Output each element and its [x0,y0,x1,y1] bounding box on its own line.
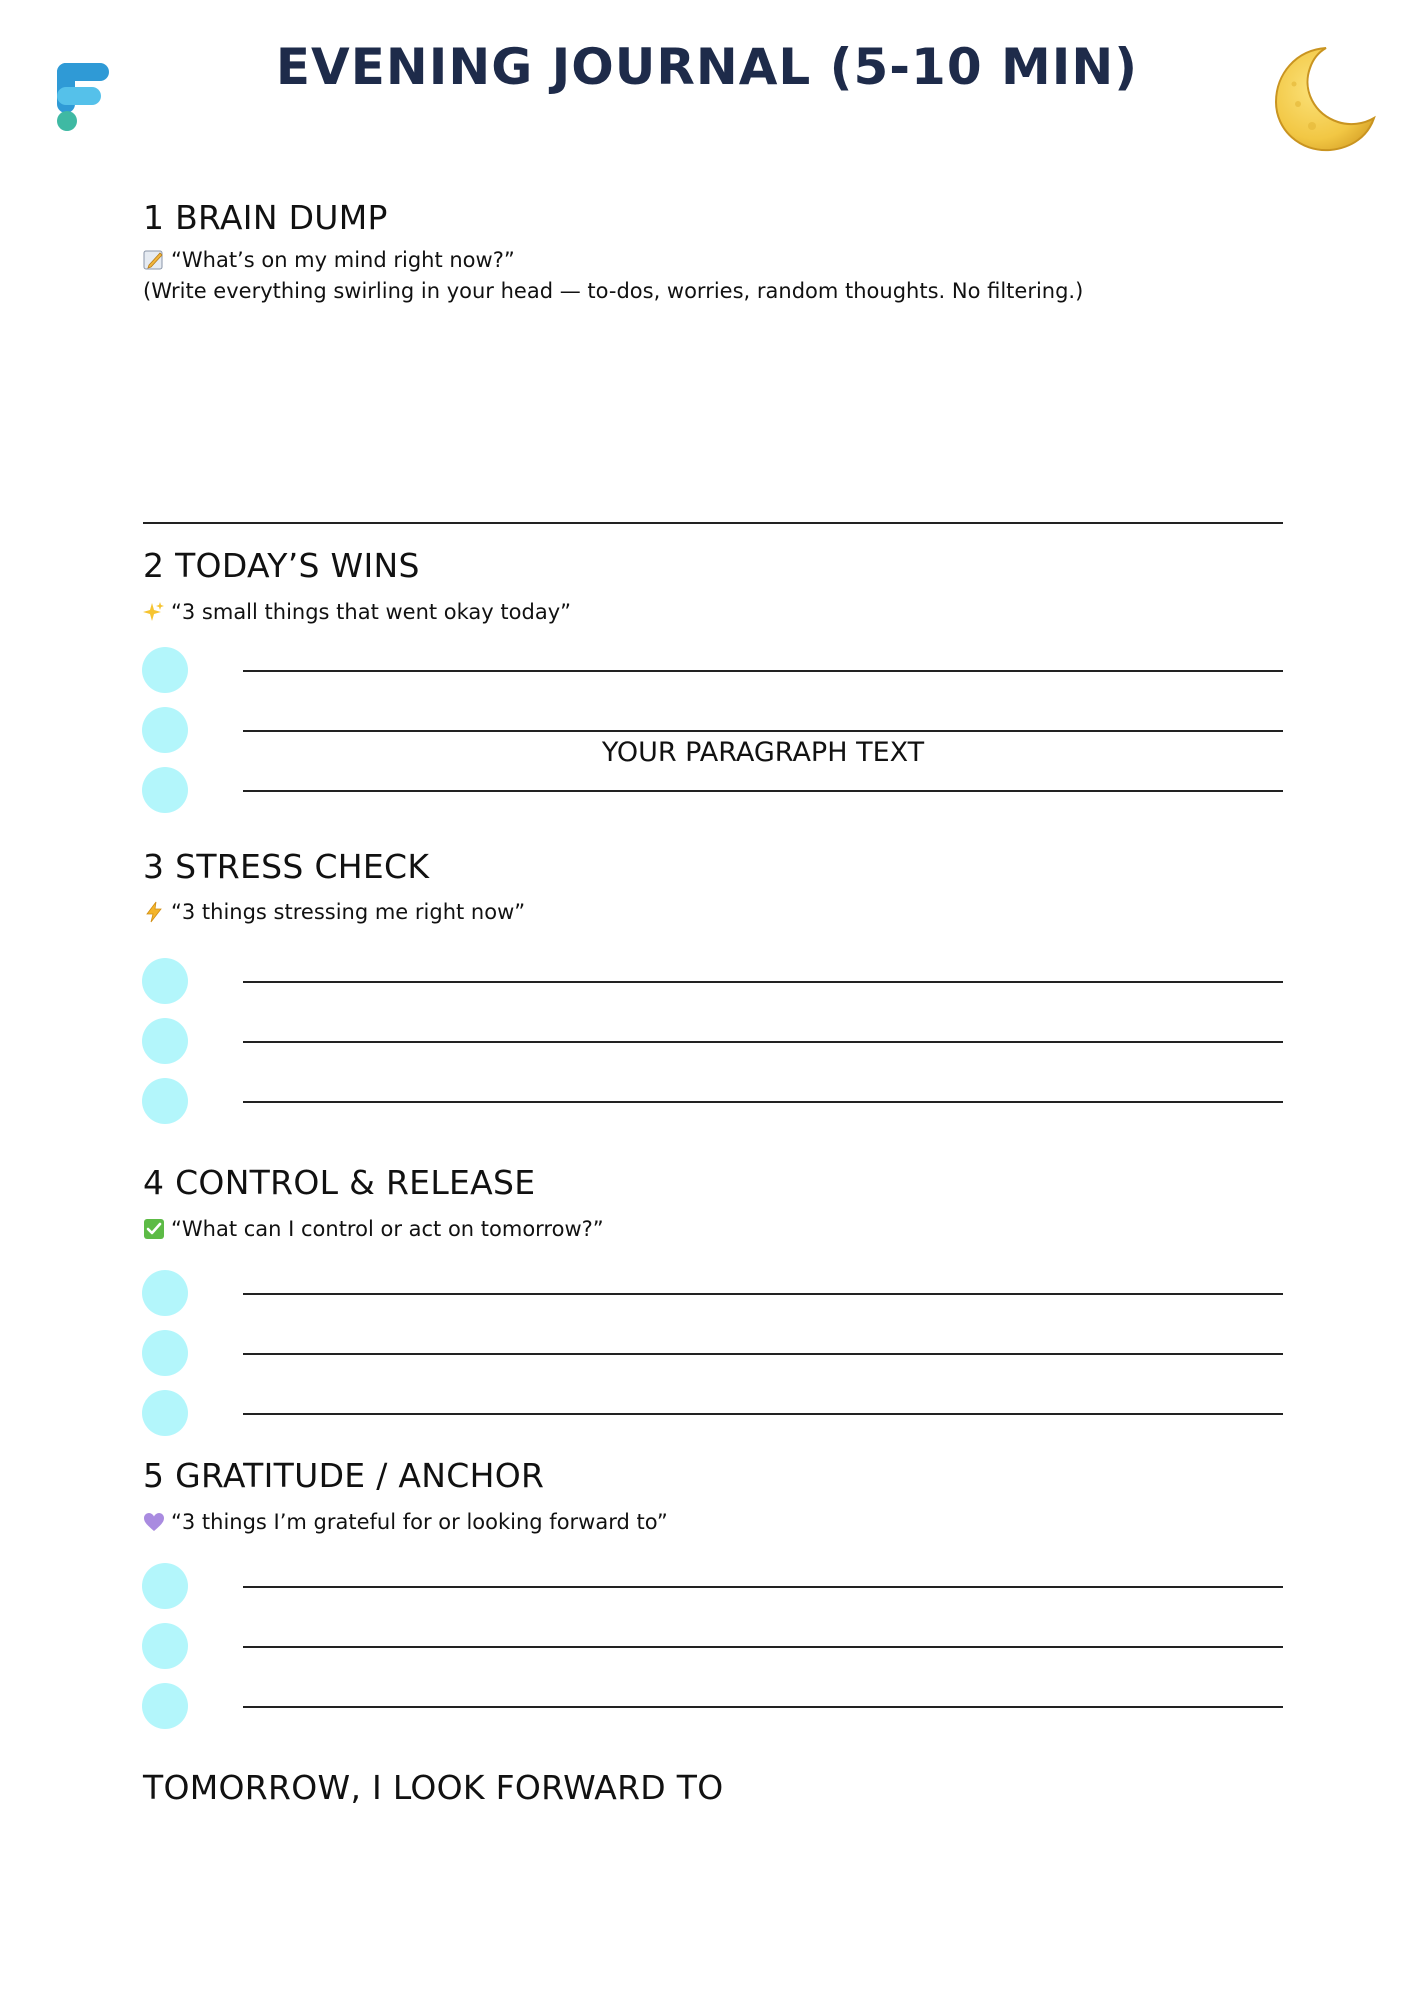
placeholder-text: YOUR PARAGRAPH TEXT [601,737,925,768]
section-title-stress-check: 3 STRESS CHECK [143,847,430,886]
bullet-circle [142,1078,188,1124]
prompt-text: “3 small things that went okay today” [171,600,571,624]
crescent-moon-icon [1268,42,1382,156]
section-divider [143,522,1283,524]
prompt-text: “What can I control or act on tomorrow?” [171,1217,604,1241]
check-mark-icon [143,1218,165,1240]
bullet-circle [142,1390,188,1436]
write-line[interactable] [243,1586,1283,1588]
section-title-control-release: 4 CONTROL & RELEASE [143,1163,536,1202]
prompt-brain-dump [143,248,515,272]
write-line[interactable] [243,981,1283,983]
page-title: EVENING JOURNAL (5-10 MIN) [275,38,1139,96]
write-line[interactable] [243,1646,1283,1648]
write-line[interactable] [243,1353,1283,1355]
write-line[interactable] [243,1413,1283,1415]
prompt-gratitude-anchor [143,1510,668,1534]
sparkles-icon [143,601,165,623]
bullet-circle [142,1270,188,1316]
bullet-circle [142,958,188,1004]
memo-icon [143,249,165,271]
prompt-text: “3 things stressing me right now” [171,900,526,924]
purple-heart-icon [143,1511,165,1533]
prompt-control-release [143,1217,604,1241]
write-line[interactable] [243,1706,1283,1708]
prompt-text: “3 things I’m grateful for or looking forward to” [171,1510,668,1534]
bullet-circle [142,1563,188,1609]
bullet-circle [142,1330,188,1376]
bullet-circle [142,1683,188,1729]
write-line[interactable] [243,790,1283,792]
section-title-gratitude-anchor: 5 GRATITUDE / ANCHOR [143,1456,545,1495]
section-title-brain-dump: 1 BRAIN DUMP [143,198,388,237]
write-line[interactable] [243,670,1283,672]
prompt-text: “What’s on my mind right now?” [171,248,515,272]
bullet-circle [142,1623,188,1669]
footer-title: TOMORROW, I LOOK FORWARD TO [143,1768,724,1807]
lightning-icon [143,901,165,923]
prompt-subtext: (Write everything swirling in your head — to-dos, worries, random thoughts. No filtering.) [143,279,1084,303]
bullet-circle [142,647,188,693]
section-title-todays-wins: 2 TODAY’S WINS [143,546,420,585]
write-line[interactable] [243,1293,1283,1295]
write-line[interactable] [243,730,1283,732]
bullet-circle [142,767,188,813]
prompt-stress-check [143,900,525,924]
bullet-circle [142,1018,188,1064]
write-line[interactable] [243,1041,1283,1043]
write-line[interactable] [243,1101,1283,1103]
bullet-circle [142,707,188,753]
prompt-todays-wins [143,600,571,624]
